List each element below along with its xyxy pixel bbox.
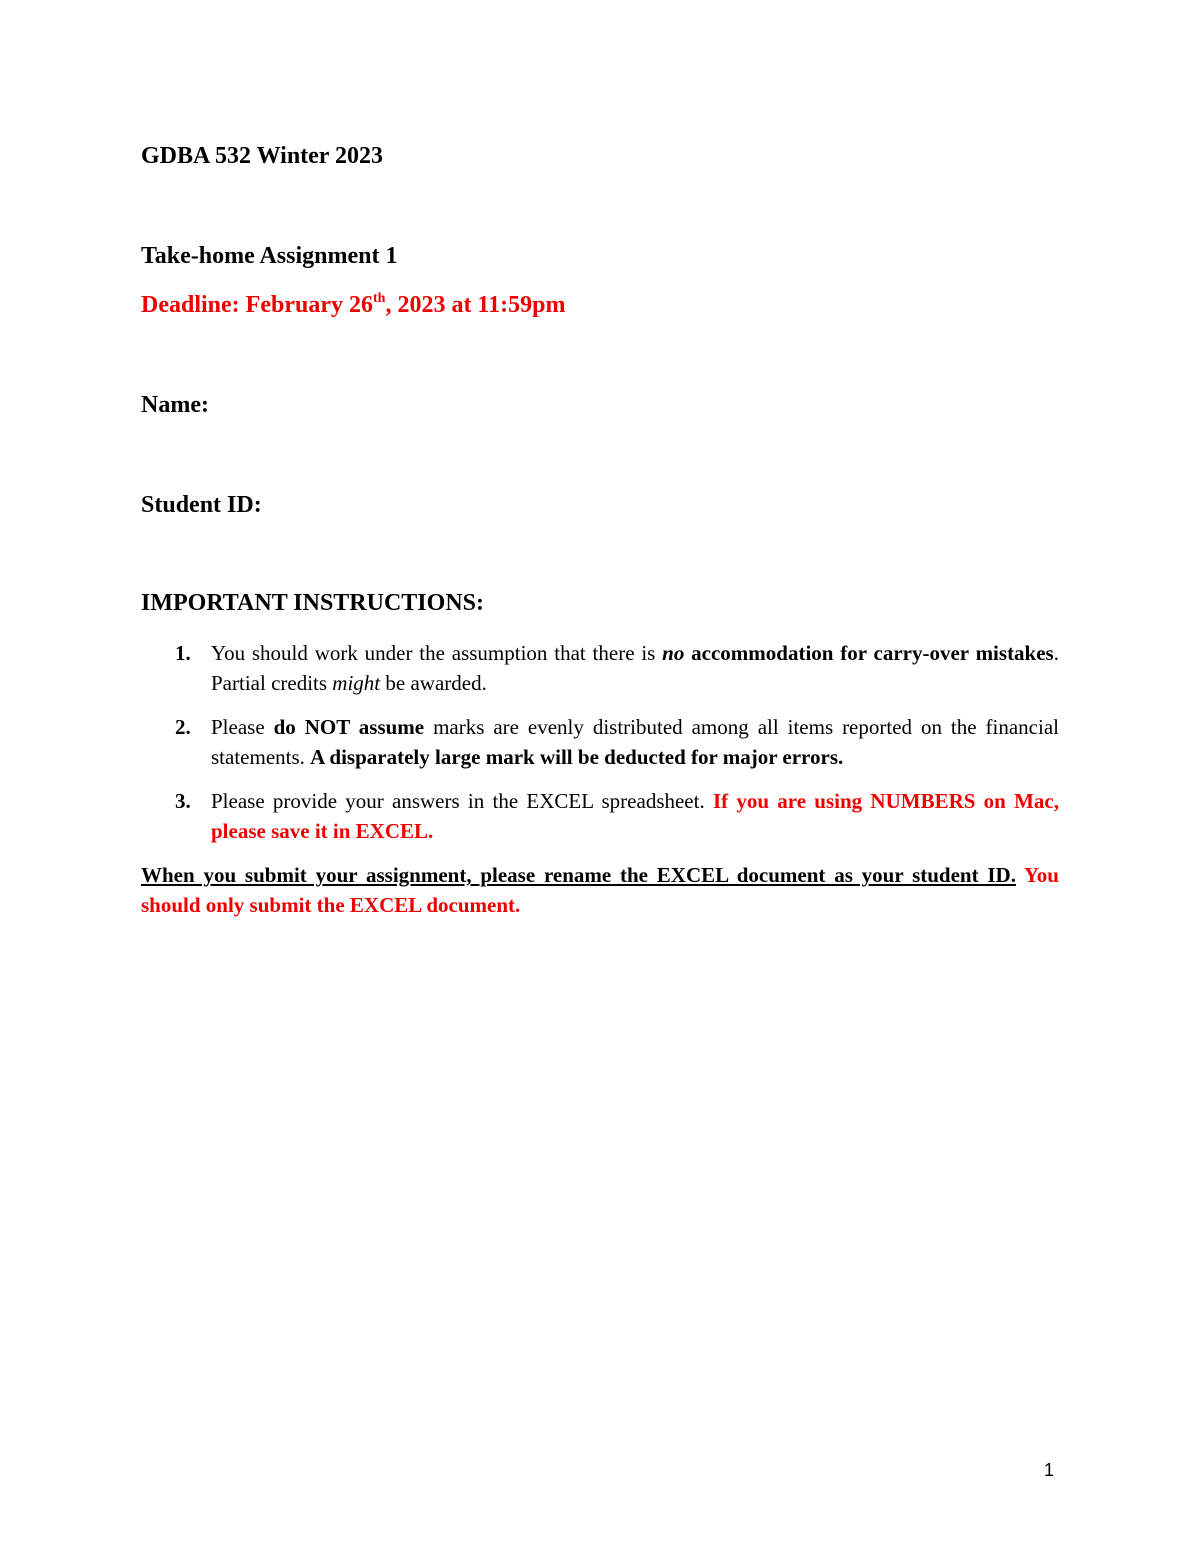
instruction-text: Please xyxy=(211,715,274,739)
deadline-ordinal: th xyxy=(372,291,386,306)
instruction-text: be awarded. xyxy=(380,671,487,695)
instruction-text: . Partial credits xyxy=(211,641,1059,695)
instruction-italic: might xyxy=(332,671,381,695)
instruction-emphasis: no xyxy=(662,641,685,665)
instruction-bold: A disparately large mark will be deducted for major errors. xyxy=(310,745,844,769)
instruction-text: You should work under the assumption that there is xyxy=(211,641,663,665)
instructions-heading: IMPORTANT INSTRUCTIONS: xyxy=(141,590,484,616)
instructions-list xyxy=(141,638,1059,860)
instruction-text: marks are evenly distributed among all items reported on the financial statements. xyxy=(211,715,1059,769)
deadline xyxy=(141,292,565,319)
assignment-title: Take-home Assignment 1 xyxy=(141,243,398,269)
submission-note xyxy=(141,860,1059,920)
instruction-bold: accommodation for carry-over mistakes xyxy=(684,641,1054,665)
deadline-prefix: Deadline: February 26 xyxy=(141,292,373,318)
instruction-warning: If you are using NUMBERS on Mac, please save it in EXCEL. xyxy=(211,789,1059,843)
submission-warning: You should only submit the EXCEL document. xyxy=(141,863,1059,917)
instruction-text: Please provide your answers in the EXCEL spreadsheet. xyxy=(211,789,713,813)
student-id-label: Student ID: xyxy=(141,492,262,518)
page-number: 1 xyxy=(1044,1460,1055,1480)
course-title: GDBA 532 Winter 2023 xyxy=(141,143,384,169)
instruction-number: 1. xyxy=(175,641,191,665)
submission-underlined: When you submit your assignment, please rename the EXCEL document as your student ID. xyxy=(141,863,1016,887)
instruction-item xyxy=(141,638,1059,698)
instruction-number: 3. xyxy=(175,789,191,813)
instruction-item xyxy=(141,712,1059,772)
instruction-number: 2. xyxy=(175,715,191,739)
instruction-item xyxy=(141,786,1059,846)
deadline-suffix: , 2023 at 11:59pm xyxy=(385,292,566,318)
instruction-bold: do NOT assume xyxy=(273,715,425,739)
name-label: Name: xyxy=(141,392,209,418)
